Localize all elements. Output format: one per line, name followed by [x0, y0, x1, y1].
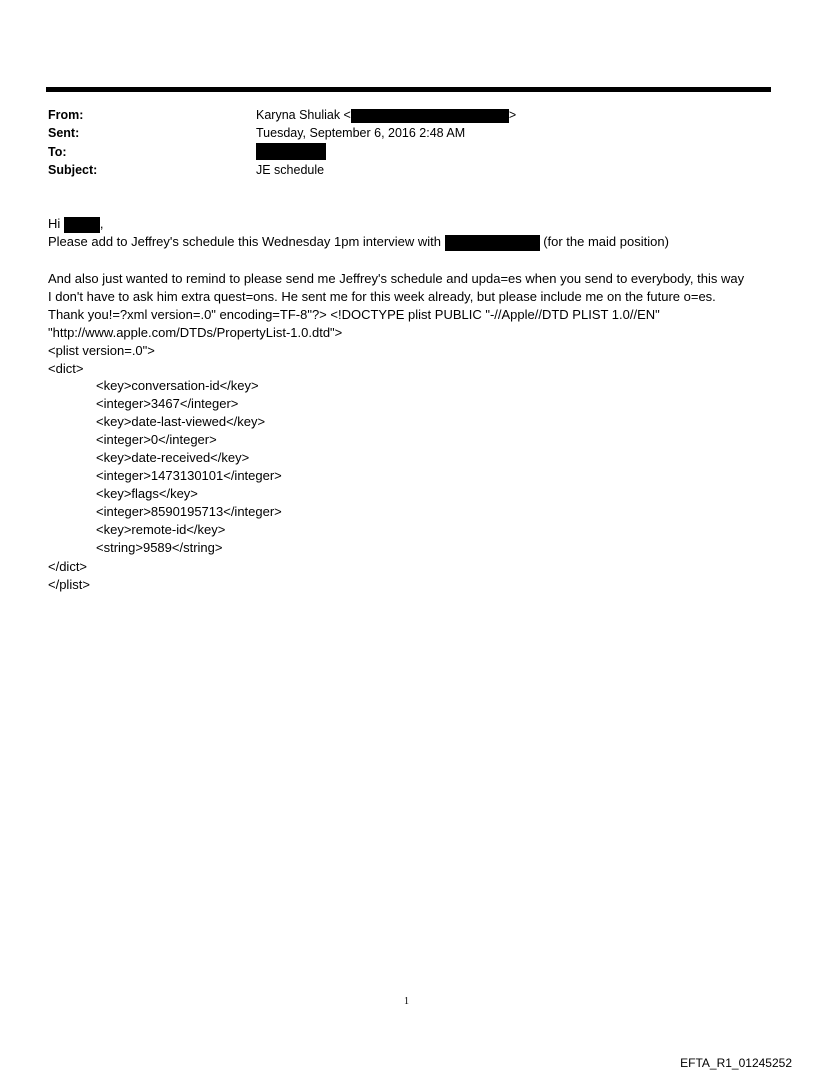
header-rule — [46, 87, 771, 92]
redaction-from-email — [351, 109, 509, 123]
request-line — [48, 233, 669, 251]
page-number: 1 — [404, 996, 409, 1007]
plist-line: <integer>3467</integer> — [96, 396, 239, 411]
paragraph-line-4: "http://www.apple.com/DTDs/PropertyList-1.0.dtd"> — [48, 325, 343, 340]
plist-line: <key>conversation-id</key> — [96, 378, 259, 393]
paragraph-line-2: I don't have to ask him extra quest=ons. He sent me for this week already, but please include me on the future o=es. — [48, 289, 716, 304]
plist-line: <key>date-received</key> — [96, 450, 250, 465]
plist-line: <key>date-last-viewed</key> — [96, 414, 266, 429]
dict-open: <dict> — [48, 361, 84, 376]
greeting — [48, 215, 104, 233]
plist-line: <string>9589</string> — [96, 540, 223, 555]
plist-line: <key>flags</key> — [96, 486, 198, 501]
to-label: To: — [48, 145, 67, 159]
from-label: From: — [48, 108, 84, 122]
plist-line: <integer>8590195713</integer> — [96, 504, 282, 519]
from-name: Karyna Shuliak < — [256, 108, 351, 122]
request-text: Please add to Jeffrey's schedule this Wednesday 1pm interview with — [48, 234, 441, 249]
redaction-interviewee — [445, 235, 540, 251]
plist-line: <key>remote-id</key> — [96, 522, 226, 537]
bates-number: EFTA_R1_01245252 — [680, 1056, 792, 1070]
request-suffix: (for the maid position) — [543, 234, 669, 249]
redaction-recipient-name — [64, 217, 100, 233]
from-value — [256, 108, 516, 123]
subject-label: Subject: — [48, 163, 98, 177]
plist-open: <plist version=.0"> — [48, 343, 155, 358]
to-value — [256, 143, 326, 160]
greeting-comma: , — [99, 216, 104, 231]
dict-close: </dict> — [48, 559, 88, 574]
subject-value: JE schedule — [256, 163, 325, 177]
plist-line: <integer>0</integer> — [96, 432, 217, 447]
paragraph-line-3: Thank you!=?xml version=.0" encoding=TF-8"?> <!DOCTYPE plist PUBLIC "-//Apple//DTD PLIST 1.0//EN" — [48, 307, 660, 322]
paragraph-line-1: And also just wanted to remind to please send me Jeffrey's schedule and upda=es when you send to everybody, this way — [48, 271, 745, 286]
plist-line: <integer>1473130101</integer> — [96, 468, 282, 483]
from-close: > — [508, 108, 517, 122]
redaction-to — [256, 143, 326, 160]
sent-value: Tuesday, September 6, 2016 2:48 AM — [256, 126, 466, 140]
plist-close: </plist> — [48, 577, 90, 592]
sent-label: Sent: — [48, 126, 80, 140]
greeting-hi: Hi — [48, 216, 61, 231]
